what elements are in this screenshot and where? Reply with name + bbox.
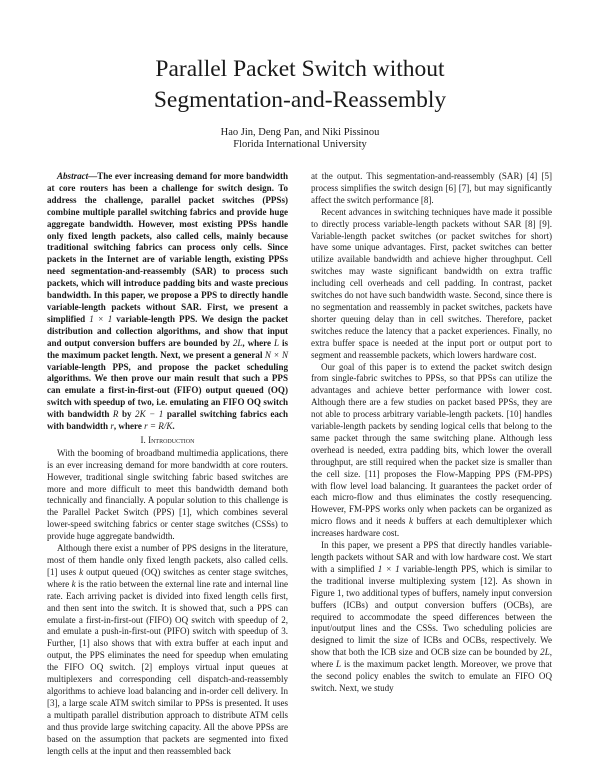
intro-paragraph-4 (311, 362, 552, 541)
math-2K-1: 2K − 1 (135, 409, 164, 420)
math-2L: 2L (540, 647, 550, 658)
title-line-2: Segmentation-and-Reassembly (153, 87, 447, 113)
intro-paragraph-3: Recent advances in switching techniques have made it possible to directly process variable-length packets without SAR [8] [9]. Variable-length packet switches (or packet switches for short) have some unique advantages. First, packet switches can better utilize available bandwidth and achieve higher throughput. Cell switches may waste significant bandwidth on extra traffic including cell overheads and cell padding. In contrast, packet switches do not have such bandwidth waste. Second, since there is no segmentation and reassembly in packet switches, packets have shorter queuing delay than in cell switches. Therefore, packet switches reduce the latency that a packet experiences. Finally, no extra buffer space is needed at the input port or output port to segment and reassemble packets, which lowers hardware cost. (311, 206, 552, 360)
abstract-text-6: by (118, 409, 136, 420)
intro-paragraph-5 (311, 540, 552, 695)
para-text: Our goal of this paper is to extend the packet switch design from single-fabric switches to PPSs, so that PPSs can utilize the advantages and achieve better performance with lower cost. Although there are a few studies on packet based PPSs, they are not able to process arbitrary variable-length packets. [10] handles variable-length packets by sending logical cells that belong to the same packet through the same switching plane. Although less overhead is needed, extra padding bits, which lower the overall throughput, are still required when the packet size is smaller than the cell size. [11] proposes the Flow-Mapping PPS (FM-PPS) with flow level load balancing. It guarantees the packet order of each micro-flow and thus eliminates the costly resequencing. However, FM-PPS works only when packets can be organized as micro flows and it needs (311, 361, 552, 527)
para-text: In this paper, we present a PPS that directly handles variable-length packets without SAR and with low hardware cost. We start with a simplified (311, 540, 552, 574)
math-1x1: 1 × 1 (377, 563, 400, 574)
paper-title (0, 54, 600, 116)
abstract-text-3: , where (242, 337, 274, 348)
math-NxN: N × N (264, 349, 289, 360)
intro-paragraph-continued: at the output. This segmentation-and-reassembly (SAR) [4] [5] process simplifies the switch design [6] [7], but may significantly affect the switch performance [8]. (311, 171, 552, 205)
abstract-text-4: is the maximum packet length. Next, we present a general (47, 337, 289, 360)
math-1x1: 1 × 1 (89, 313, 113, 324)
abstract-paragraph (47, 171, 288, 433)
abstract-text-2: variable-length PPS. We design the packet distribution and collection algorithms, and show that input and output conversion buffers are bounded by (47, 313, 288, 348)
math-k: k (71, 578, 76, 589)
abstract-text-1: The ever increasing demand for more bandwidth at core routers has been a challenge for switch design. To address the challenge, parallel packet switches (PPSs) combine multiple parallel switching fabrics and provide huge aggregate bandwidth. However, most existing PPSs handle only fixed length packets, also called cells, mainly because traditional switching fabrics can process only cells. Since packets in the Internet are of variable length, existing PPSs need segmentation-and-reassembly (SAR) to process such packets, which will introduce padding bits and waste precious bandwidth. In this paper, we propose a PPS to directly handle variable-length packets without SAR. First, we present a simplified (47, 171, 288, 324)
para-text: output queued (OQ) switches as center stage switches, where (47, 566, 288, 589)
abstract-text-9: . (172, 421, 175, 432)
math-r-eq: r = R/K (144, 421, 173, 432)
para-text: variable-length PPS, which is similar to the traditional inverse multiplexing system [12]. As shown in Figure 1, two additional types of buffers, namely input conversion buffers (ICBs) and output conversion buffers (OCBs), are required to accommodate the speed differences between the input/output lines and the CSSs. Two scheduling policies are designed to limit the size of ICBs and OCBs, respectively. We show that both the ICB size and OCB size can be bounded by (311, 563, 552, 658)
abstract-text-5: variable-length PPS, and propose the packet scheduling algorithms. We then prove our main result that such a PPS can emulate a first-in-first-out (FIFO) output queued (OQ) switch with speedup of two, i.e. emulating an FIFO OQ switch with bandwidth (47, 361, 288, 420)
math-k: k (408, 516, 413, 527)
math-R: R (112, 409, 119, 420)
math-k: k (79, 566, 84, 577)
abstract-dash: — (88, 171, 98, 181)
para-text: , where (311, 647, 552, 670)
para-text: buffers at each demultiplexer which increases hardware cost. (311, 516, 552, 539)
left-column (47, 171, 288, 757)
math-L: L (273, 337, 280, 348)
para-text: is the ratio between the external line rate and internal line rate. Each arriving packet is divided into fixed length cells first, and then sent into the switch. It is showed that, such a PPS can emulate a first-in-first-out (FIFO) OQ switch with speedup of 2, and emulate a push-in-first-out (PIFO) switch with speedup of 3. Further, [1] also shows that with extra buffer at each input and output, the PPS eliminates the need for speedup when emulating the FIFO OQ switch. [2] employs virtual input queues at multiplexers and corresponding cell dispatch-and-reassembly algorithms to achieve load balancing and in-order cell delivery. In [3], a large scale ATM switch similar to PPSs is presented. It uses a multipath parallel distribution approach to distribute ATM cells and thus provide large switching capacity. All the above PPSs are based on the assumption that packets are segmented into fixed length cells at the input and then reassembled back (47, 578, 288, 756)
abstract-text-7: parallel switching fabrics each with bandwidth (47, 409, 288, 432)
abstract-text-8: , where (113, 421, 145, 432)
intro-paragraph-1: With the booming of broadband multimedia applications, there is an ever increasing demand for more bandwidth at core routers. However, traditional single switching fabric based switches are more and more difficult to meet this bandwidth demand both technically and financially. A popular solution to this challenge is the Parallel Packet Switch (PPS) [1], which combines several lower-speed switching fabrics or center stage switches (CSSs) to provide huge aggregate bandwidth. (47, 447, 288, 542)
affiliation: Florida International University (233, 139, 367, 150)
math-L: L (336, 659, 342, 670)
math-2L: 2L (232, 337, 243, 348)
author-list: Hao Jin, Deng Pan, and Niki Pissinou (220, 127, 380, 138)
para-text: is the maximum packet length. Moreover, we prove that the second policy enables the switch to emulate an FIFO OQ switch. Next, we study (311, 659, 552, 693)
right-column (311, 171, 552, 695)
abstract-label: Abstract (57, 171, 89, 181)
title-line-1: Parallel Packet Switch without (155, 56, 445, 82)
para-text: Although there exist a number of PPS designs in the literature, most of them handle only fixed length packets, also called cells. [1] uses (47, 543, 288, 577)
intro-paragraph-2 (47, 543, 288, 757)
math-r: r (110, 421, 114, 432)
section-heading-introduction: I. Introduction (140, 434, 195, 445)
